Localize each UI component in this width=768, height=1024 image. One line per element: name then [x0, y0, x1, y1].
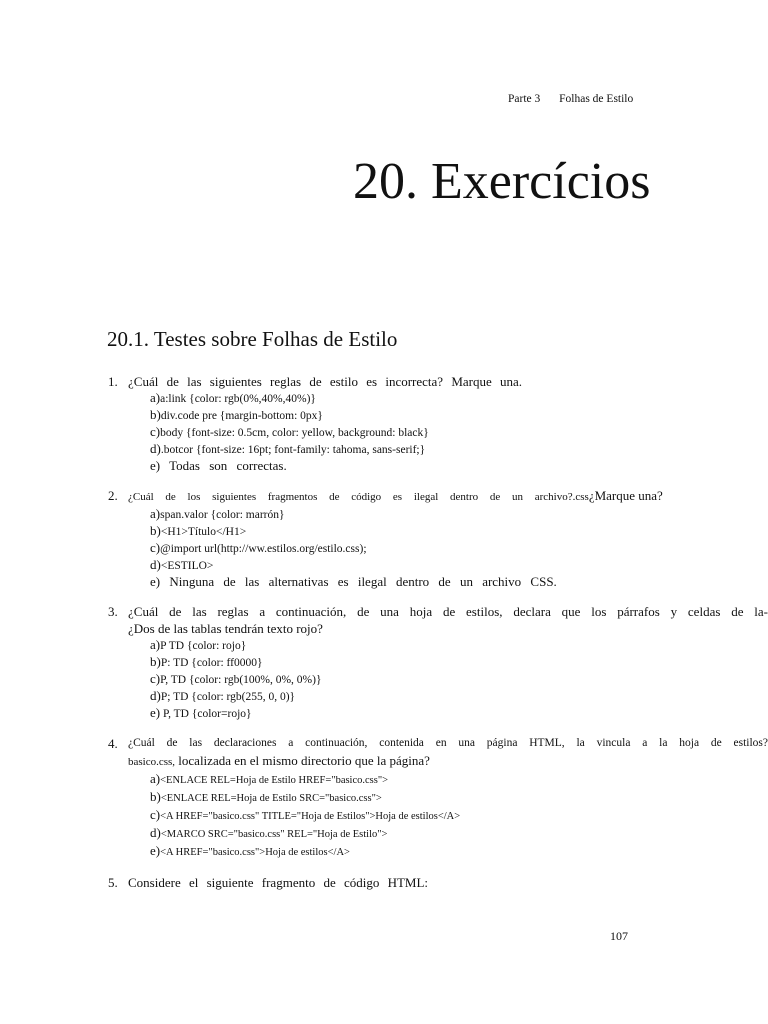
option-text: P TD {color: rojo} [160, 640, 247, 652]
question-number: 5. [108, 875, 118, 890]
option-d [150, 825, 768, 843]
option-letter: b) [150, 407, 161, 422]
option-letter: e) [150, 843, 161, 858]
option-text: <ENLACE REL=Hoja de Estilo HREF="basico.css"> [160, 775, 389, 786]
option-text: span.valor {color: marrón} [160, 509, 285, 521]
option-letter: b) [150, 523, 161, 538]
option-letter: d) [150, 688, 161, 703]
option-text: <ENLACE REL=Hoja de Estilo SRC="basico.css"> [160, 793, 382, 804]
option-letter: b) [150, 789, 161, 804]
option-text: P, TD {color=rojo} [162, 708, 252, 720]
page-number: 107 [610, 929, 628, 943]
option-list [128, 637, 768, 722]
header-part: Parte 3 [508, 93, 541, 105]
option-text: @import url(http://ww.estilos.org/estilo.css); [160, 543, 367, 555]
option-e [150, 574, 768, 590]
question-text-main: ¿Cuál de los siguientes fragmentos de código es ilegal dentro de un archivo?.css [128, 491, 589, 503]
filename-text: basico.css, [128, 756, 176, 768]
option-d [150, 557, 768, 574]
question-number: 2. [108, 488, 118, 503]
option-letter: c) [150, 424, 161, 439]
question-text-line-2: ¿Dos de las tablas tendrán texto rojo? [128, 621, 323, 636]
question-text: ¿Cuál de las declaraciones a continuación, contenida en una página HTML, la vincula a la hoja de estilos? [128, 737, 768, 749]
question-text: ¿Cuál de las reglas a continuación, de una hoja de estilos, declara que los párrafos y celdas de la- [128, 604, 768, 619]
question-2 [108, 487, 768, 590]
question-number: 1. [108, 374, 118, 389]
option-text: Ninguna de las alternativas es ilegal dentro de un archivo CSS. [169, 574, 557, 589]
option-e [150, 843, 768, 861]
option-text: <ESTILO> [160, 560, 214, 572]
option-text: P, TD {color: rgb(100%, 0%, 0%)} [160, 674, 322, 686]
option-e [150, 705, 768, 722]
option-c [150, 807, 768, 825]
option-letter: e) [150, 458, 161, 473]
option-list [128, 771, 768, 861]
option-letter: a) [150, 637, 161, 652]
question-text-tail: ¿Marque una? [588, 488, 663, 503]
option-letter: c) [150, 540, 161, 555]
option-letter: e) [150, 705, 161, 720]
option-letter: d) [150, 441, 161, 456]
option-a [150, 506, 768, 523]
option-letter: b) [150, 654, 161, 669]
option-list [128, 506, 768, 590]
option-letter: c) [150, 807, 161, 822]
question-5 [108, 874, 768, 891]
option-text: a:link {color: rgb(0%,40%,40%)} [160, 393, 316, 405]
question-number: 4. [108, 736, 118, 751]
option-text: <A HREF="basico.css">Hoja de estilos</A> [160, 847, 350, 858]
question-text-rest: localizada en el mismo directorio que la página? [175, 753, 430, 768]
option-b [150, 523, 768, 540]
option-text: <MARCO SRC="basico.css" REL="Hoja de Estilo"> [160, 829, 388, 840]
option-d [150, 441, 768, 458]
chapter-title: 20. Exercícios [353, 153, 651, 210]
running-header [508, 93, 633, 105]
option-letter: d) [150, 825, 161, 840]
option-text: div.code pre {margin-bottom: 0px} [160, 410, 323, 422]
question-text [128, 487, 768, 506]
question-number: 3. [108, 604, 118, 619]
option-d [150, 688, 768, 705]
option-c [150, 671, 768, 688]
option-text: Todas son correctas. [169, 458, 287, 473]
option-letter: a) [150, 771, 161, 786]
option-letter: c) [150, 671, 161, 686]
option-letter: a) [150, 390, 161, 405]
option-text: P: TD {color: ff0000} [160, 657, 263, 669]
question-text: Considere el siguiente fragmento de código HTML: [128, 875, 429, 890]
option-b [150, 789, 768, 807]
option-b [150, 654, 768, 671]
option-b [150, 407, 768, 424]
option-text: body {font-size: 0.5cm, color: yellow, background: black} [160, 427, 429, 439]
option-letter: d) [150, 557, 161, 572]
question-4 [108, 735, 768, 861]
option-c [150, 540, 768, 557]
option-text: .botcor {font-size: 16pt; font-family: tahoma, sans-serif;} [160, 444, 426, 456]
option-c [150, 424, 768, 441]
option-letter: a) [150, 506, 161, 521]
question-1 [108, 373, 768, 474]
option-text: <A HREF="basico.css" TITLE="Hoja de Estilos">Hoja de estilos</A> [160, 811, 461, 822]
question-3 [108, 603, 768, 722]
option-letter: e) [150, 574, 161, 589]
header-section: Folhas de Estilo [559, 93, 634, 105]
option-list [128, 390, 768, 474]
option-text: P; TD {color: rgb(255, 0, 0)} [160, 691, 296, 703]
question-text: ¿Cuál de las siguientes reglas de estilo es incorrecta? Marque una. [128, 374, 523, 389]
option-a [150, 771, 768, 789]
section-title: 20.1. Testes sobre Folhas de Estilo [107, 327, 398, 351]
option-text: <H1>Título</H1> [160, 526, 247, 538]
question-text-line-2 [128, 752, 768, 771]
option-a [150, 637, 768, 654]
option-e [150, 458, 768, 474]
option-a [150, 390, 768, 407]
question-list [108, 373, 768, 904]
